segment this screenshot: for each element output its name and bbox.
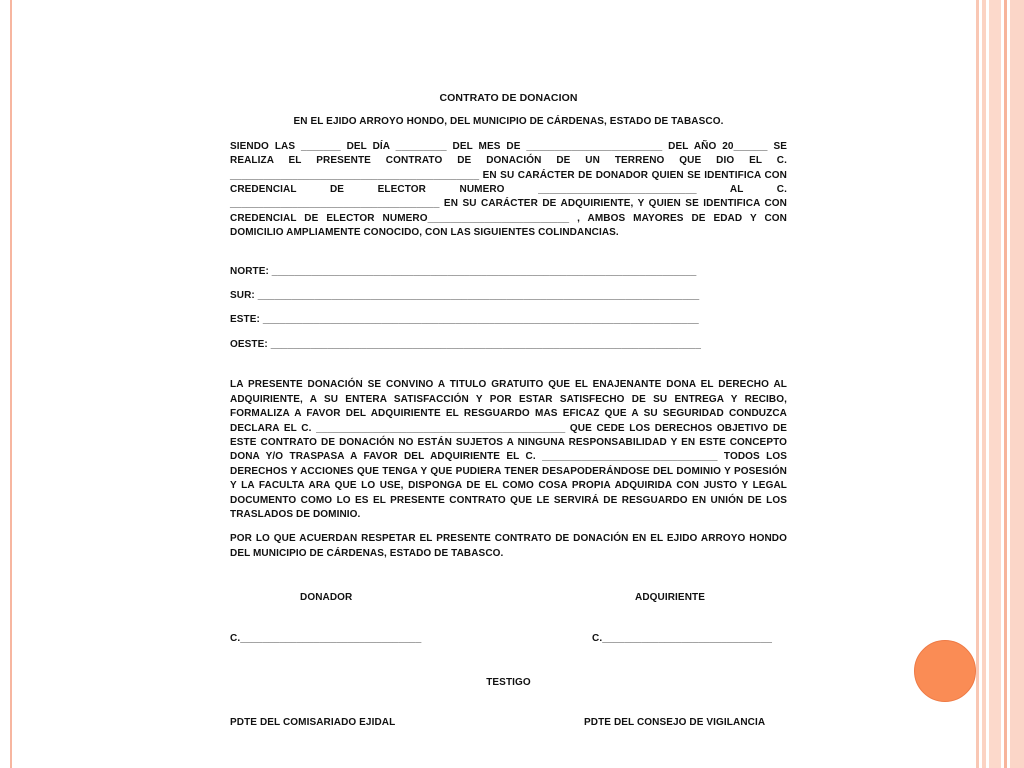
pdte-consejo-label: PDTE DEL CONSEJO DE VIGILANCIA <box>584 716 766 728</box>
donador-label: DONADOR <box>300 592 353 604</box>
agreement-paragraph: POR LO QUE ACUERDAN RESPETAR EL PRESENTE CONTRATO DE DONACIÓN EN EL EJIDO ARROYO HONDO DEL MUNICIPIO DE CÁRDENAS, ESTADO DE TABASCO. <box>230 533 787 559</box>
right-stripes-decoration <box>976 0 1024 768</box>
boundary-south: SUR: ______________________________________________________________________________ <box>230 290 700 302</box>
signature-lines <box>230 632 787 648</box>
contract-document <box>230 88 787 732</box>
donador-signature-line: C.________________________________ <box>230 633 422 645</box>
intro-paragraph: SIENDO LAS _______ DEL DÍA _________ DEL MES DE ________________________ DEL AÑO 20______ SE REALIZA EL PRESENTE CONTRATO DE DONACIÓN DE UN TERRENO QUE DIO EL C. ____________________________________________ EN SU CARÁCTER DE DONADOR QUIEN SE IDENTIFICA CON CREDENCIAL DE ELECTOR NUMERO ____________________________ AL C. _____________________________________ EN SU CARÁCTER DE ADQUIRIENTE, Y QUIEN SE IDENTIFICA CON CREDENCIAL DE ELECTOR NUMERO_________________________ , AMBOS MAYORES DE EDAD Y CON DOMICILIO AMPLIAMENTE CONOCIDO, CON LAS SIGUIENTES COLINDANCIAS. <box>230 140 787 239</box>
orange-circle-decoration <box>914 640 976 702</box>
boundary-east: ESTE: _____________________________________________________________________________ <box>230 314 699 326</box>
boundary-west: OESTE: ____________________________________________________________________________ <box>230 338 701 350</box>
document-subtitle: EN EL EJIDO ARROYO HONDO, DEL MUNICIPIO DE CÁRDENAS, ESTADO DE TABASCO. <box>293 116 724 128</box>
donation-paragraph: LA PRESENTE DONACIÓN SE CONVINO A TITULO GRATUITO QUE EL ENAJENANTE DONA EL DERECHO AL ADQUIRIENTE, A SU ENTERA SATISFACCIÓN Y POR ESTAR SATISFECHO DE SU ENTREGA Y RECIBO, FORMALIZA A FAVOR DEL ADQUIRIENTE EL RESGUARDO MAS EFICAZ QUE A SU SEGURIDAD CONDUZCA DECLARA EL C. ____________________________________________ QUE CEDE LOS DERECHOS OBJETIVO DE ESTE CONTRATO DE DONACIÓN NO ESTÁN SUJETOS A NINGUNA RESPONSABILIDAD Y EN ESTE CONCEPTO DONA Y/O TRASPASA A FAVOR DEL ADQUIRIENTE EL C. _______________________________ TODOS LOS DERECHOS Y ACCIONES QUE TENGA Y QUE PUDIERA TENER DESAPODERÁNDOSE DEL DOMINIO Y POSESIÓN Y LA FACULTA ARA QUE LO USE, DISPONGA DE EL COMO COSA PROPIA ADQUIRIDA CON JUSTO Y LEGAL DOCUMENTO COMO LO ES EL PRESENTE CONTRATO QUE LE SERVIRÁ DE RESGUARDO EN UNIÓN DE LOS TRASLADOS DE DOMINIO. <box>230 379 787 520</box>
adquiriente-label: ADQUIRIENTE <box>635 592 705 604</box>
left-border-decoration <box>0 0 12 768</box>
stripe <box>1010 0 1024 768</box>
adquiriente-signature-line: C.______________________________ <box>592 633 773 645</box>
document-title: CONTRATO DE DONACION <box>439 92 578 104</box>
pdte-comisariado-label: PDTE DEL COMISARIADO EJIDAL <box>230 716 396 728</box>
boundaries-list <box>230 265 787 353</box>
stripe <box>989 0 1001 768</box>
stripe <box>976 0 979 768</box>
boundary-north: NORTE: ___________________________________________________________________________ <box>230 265 697 277</box>
stripe <box>1004 0 1007 768</box>
signature-labels <box>230 591 787 607</box>
testigo-label: TESTIGO <box>486 677 531 689</box>
witness-titles <box>230 716 787 732</box>
stripe <box>982 0 986 768</box>
